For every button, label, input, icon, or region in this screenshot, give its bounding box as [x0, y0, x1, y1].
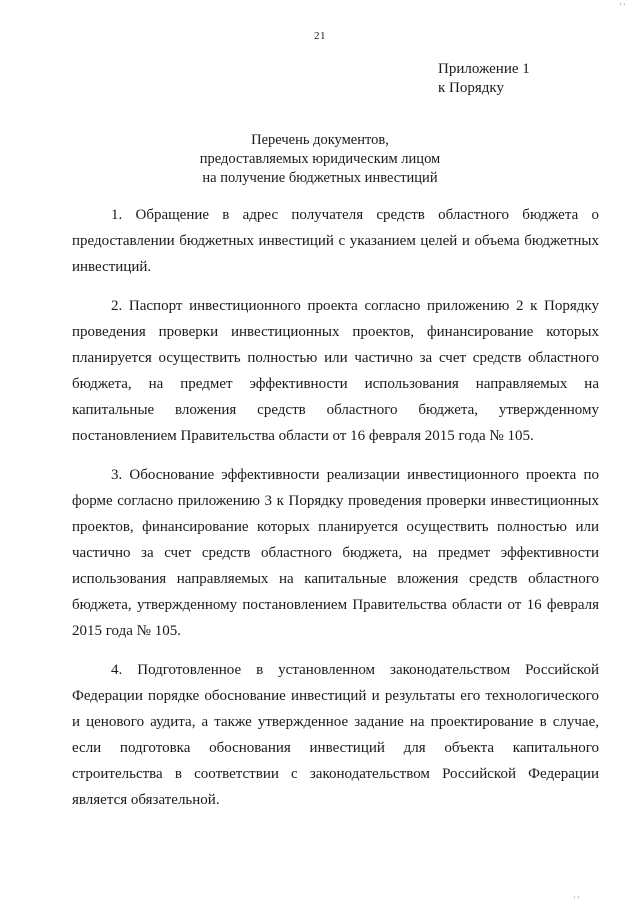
list-item-2: 2. Паспорт инвестиционного проекта согласно приложению 2 к Порядку проведения проверки инвестиционных проектов, финансирование которых планируется осуществить полностью или частично за счет средств областного бюджета, на предмет эффективности использования направляемых на капитальные вложения средств областного бюджета, утвержденному постановлением Правительства области от 16 февраля 2015 года № 105. — [72, 298, 599, 444]
appendix-line-1: Приложение 1 — [438, 61, 530, 77]
list-item-1: 1. Обращение в адрес получателя средств областного бюджета о предоставлении бюджетных инвестиций с указанием целей и объема бюджетных инвестиций. — [72, 207, 599, 275]
appendix-line-2: к Порядку — [438, 80, 504, 96]
scan-mark-bottom: ' ' — [574, 895, 579, 904]
title-line-2: предоставляемых юридическим лицом — [199, 151, 441, 167]
title-line-1: Перечень документов, — [251, 132, 389, 148]
list-item-3: 3. Обоснование эффективности реализации инвестиционного проекта по форме согласно приложению 3 к Порядку проведения проверки инвестиционных проектов, финансирование которых планируется осуществить полностью или частично за счет средств областного бюджета, на предмет эффективности использования направляемых на капитальные вложения средств областного бюджета, утвержденному постановлением Правительства области от 16 февраля 2015 года № 105. — [72, 467, 599, 639]
document-body — [72, 202, 599, 826]
title-line-3: на получение бюджетных инвестиций — [202, 170, 438, 186]
scan-mark-top: ' ' — [620, 2, 625, 11]
list-item-4: 4. Подготовленное в установленном законодательством Российской Федерации порядке обоснование инвестиций и результаты его технологического и ценового аудита, а также утвержденное задание на проектирование в случае, если подготовка обоснования инвестиций для объекта капитального строительства в соответствии с законодательством Российской Федерации является обязательной. — [72, 662, 599, 808]
page-number: 21 — [314, 30, 326, 42]
appendix-reference — [438, 60, 530, 98]
document-title — [0, 131, 640, 188]
